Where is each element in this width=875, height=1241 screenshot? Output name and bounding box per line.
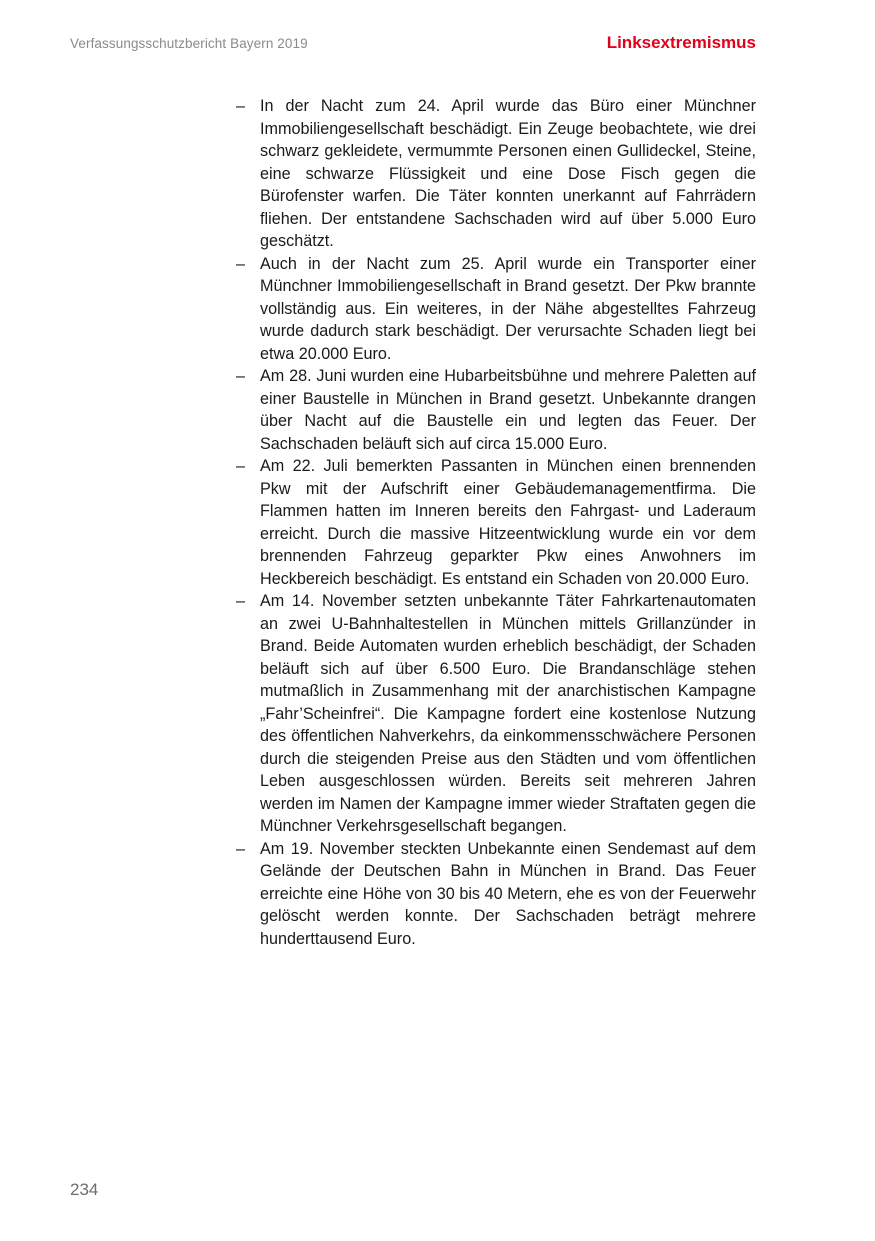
bullet-dash: – bbox=[236, 254, 246, 273]
list-item-incident-1 bbox=[236, 95, 756, 253]
incident-text: Am 14. November setzten unbekannte Täter Fahrkartenautomaten an zwei U-Bahnhaltestellen in München mittels Grillanzünder in Brand. Beide Automaten wurden erheblich beschädigt, der Schaden beläuft sich auf über 6.500 Euro. Die Brandanschläge stehen mutmaßlich in Zusammenhang mit der anarchistischen Kampagne „Fahr’Scheinfrei“. Die Kampagne fordert eine kostenlose Nutzung des öffentlichen Nahverkehrs, da einkommensschwächere Personen durch die steigenden Preise aus den Städten und vom öffentlichen Leben ausgeschlossen würden. Bereits seit mehreren Jahren werden im Namen der Kampagne immer wieder Straftaten gegen die Münchner Verkehrsgesellschaft begangen. bbox=[260, 592, 756, 835]
incident-list-container bbox=[236, 95, 756, 950]
list-item-incident-2 bbox=[236, 253, 756, 366]
incident-text: Am 28. Juni wurden eine Hubarbeitsbühne und mehrere Paletten auf einer Baustelle in München in Brand gesetzt. Unbekannte drangen über Nacht auf die Baustelle ein und legten das Feuer. Der Sachschaden beläuft sich auf circa 15.000 Euro. bbox=[260, 367, 756, 453]
list-item-incident-5 bbox=[236, 590, 756, 838]
list-item-incident-4 bbox=[236, 455, 756, 590]
incident-text: Am 22. Juli bemerkten Passanten in München einen brennenden Pkw mit der Aufschrift einer Gebäudemanagementfirma. Die Flammen hatten im Inneren bereits den Fahrgast- und Laderaum erreicht. Durch die massive Hitzeentwicklung wurde ein vor dem brennenden Fahrzeug geparkter Pkw eines Anwohners im Heckbereich beschädigt. Es entstand ein Schaden von 20.000 Euro. bbox=[260, 457, 756, 588]
incident-text: Auch in der Nacht zum 25. April wurde ein Transporter einer Münchner Immobiliengesellschaft in Brand gesetzt. Der Pkw brannte vollständig aus. Ein weiteres, in der Nähe abgestelltes Fahrzeug wurde dadurch stark beschädigt. Der verursachte Schaden liegt bei etwa 20.000 Euro. bbox=[260, 254, 756, 363]
bullet-dash: – bbox=[236, 457, 246, 475]
page-number: 234 bbox=[70, 1180, 99, 1199]
bullet-dash: – bbox=[236, 592, 246, 610]
section-title: Linksextremismus bbox=[606, 33, 756, 52]
incident-text: In der Nacht zum 24. April wurde das Büro einer Münchner Immobiliengesellschaft beschädigt. Ein Zeuge beobachtete, wie drei schwarz gekleidete, vermummte Personen einen Gullideckel, Steine, eine schwarze Flüssigkeit und eine Dose Fisch gegen die Bürofenster warfen. Die Täter konnten unerkannt auf Fahrrädern fliehen. Der entstandene Sachschaden wird auf über 5.000 Euro geschätzt. bbox=[260, 97, 756, 250]
incident-list bbox=[236, 95, 756, 950]
bullet-dash: – bbox=[236, 97, 246, 115]
bullet-dash: – bbox=[236, 839, 246, 858]
running-header-title: Verfassungsschutzbericht Bayern 2019 bbox=[70, 36, 308, 51]
incident-text: Am 19. November steckten Unbekannte einen Sendemast auf dem Gelände der Deutschen Bahn in München in Brand. Das Feuer erreichte eine Höhe von 30 bis 40 Metern, ehe es von der Feuerwehr gelöscht werden konnte. Der Sachschaden beträgt mehrere hunderttausend Euro. bbox=[260, 839, 756, 948]
bullet-dash: – bbox=[236, 367, 246, 385]
list-item-incident-3 bbox=[236, 365, 756, 455]
list-item-incident-6 bbox=[236, 838, 756, 951]
